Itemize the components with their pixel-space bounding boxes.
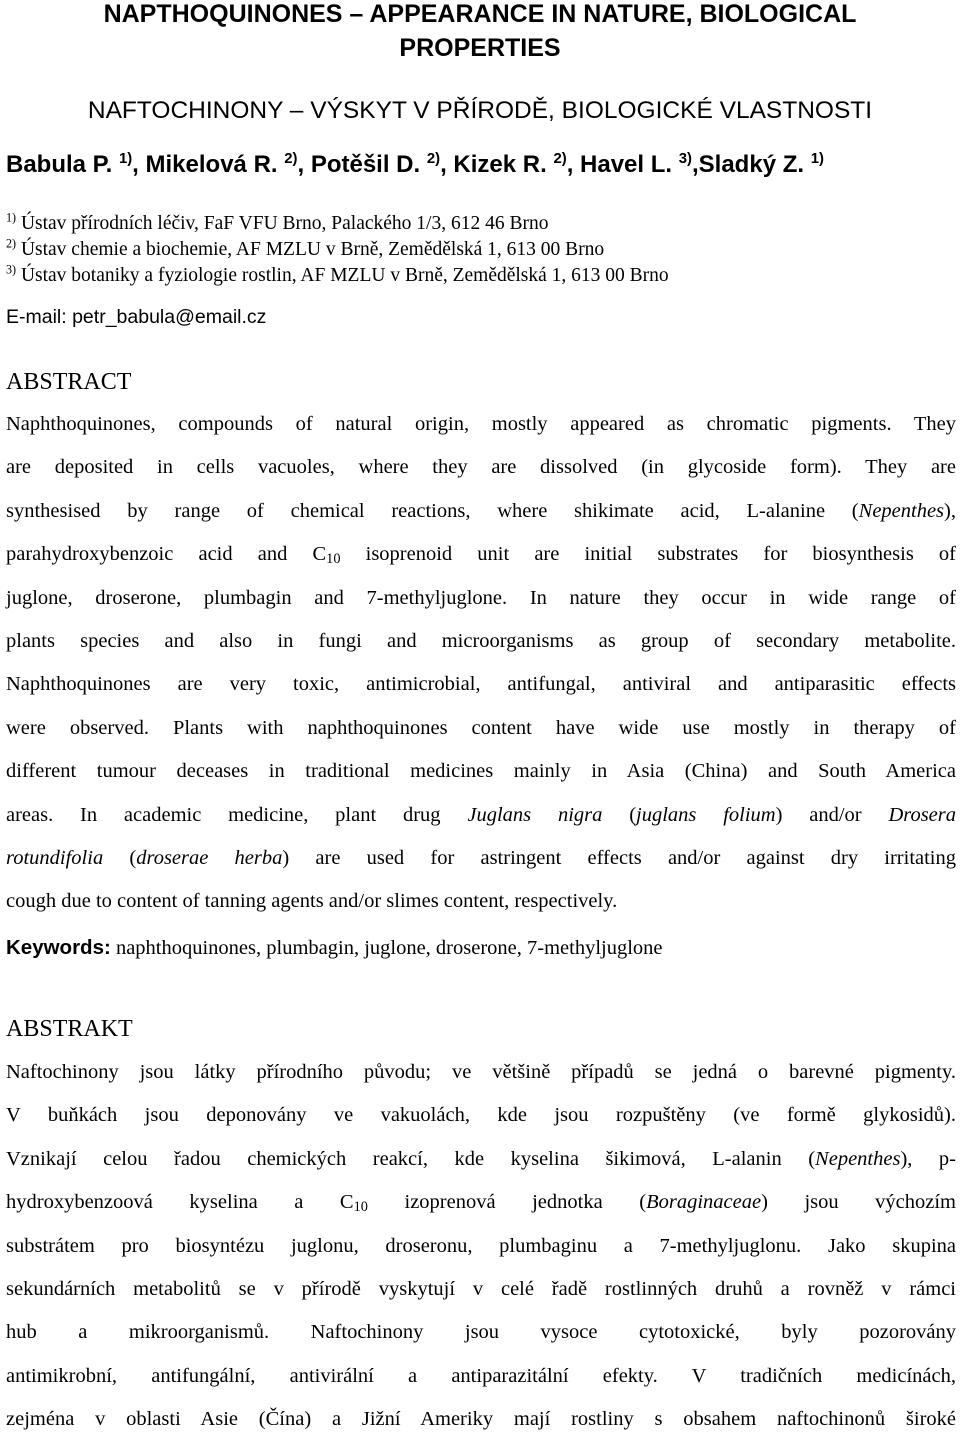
author-separator: , bbox=[440, 151, 454, 178]
affiliation-2 bbox=[6, 236, 605, 261]
author-separator: , bbox=[297, 151, 311, 178]
title-line-2: PROPERTIES bbox=[399, 34, 561, 62]
abstract-line: Naphthoquinones, compounds of natural origin, mostly appeared as chromatic pigments. They bbox=[6, 413, 956, 435]
author-separator: , bbox=[566, 151, 581, 178]
subscript: 10 bbox=[353, 1199, 368, 1216]
italic-term: Drosera bbox=[888, 803, 957, 826]
subscript: 10 bbox=[326, 551, 341, 568]
author-name: Sladký Z. bbox=[698, 151, 811, 178]
abstract-line: different tumour deceases in traditional medicines mainly in Asia (China) and South America bbox=[6, 760, 956, 783]
italic-term: rotundifolia bbox=[6, 847, 104, 869]
affiliation-1 bbox=[6, 210, 549, 235]
italic-term: droserae herba bbox=[136, 847, 283, 869]
author-name: Havel L. bbox=[580, 151, 679, 178]
author-affiliation-marker: 3) bbox=[678, 151, 692, 167]
abstrakt-line: sekundárních metabolitů se v přírodě vyskytují v celé řadě rostlinných druhů a rovněž v rámci bbox=[6, 1278, 956, 1300]
author-affiliation-marker: 2) bbox=[553, 151, 567, 167]
author-affiliation-marker: 2) bbox=[426, 151, 441, 167]
czech-title: NAFTOCHINONY – VÝSKYT V PŘÍRODĚ, BIOLOGICKÉ VLASTNOSTI bbox=[87, 97, 873, 124]
abstract-line: parahydroxybenzoic acid and $C_{10}$ isoprenoid unit are initial substrates for biosynthesis of bbox=[6, 543, 957, 568]
author-name: Kizek R. bbox=[453, 151, 554, 178]
abstract-line: cough due to content of tanning agents and/or slimes content, respectively. bbox=[6, 890, 618, 913]
author-name: Potěšil D. bbox=[310, 151, 427, 178]
abstrakt-line: hub a mikroorganismů. Naftochinony jsou vysoce cytotoxické, byly pozorovány bbox=[6, 1321, 956, 1344]
abstract-line: Naphthoquinones are very toxic, antimicrobial, antifungal, antiviral and antiparasitic effects bbox=[6, 673, 956, 696]
author-affiliation-marker: 1) bbox=[810, 151, 824, 167]
abstract-line: juglone, droserone, plumbagin and 7-methyljuglone. In nature they occur in wide range of bbox=[6, 586, 956, 609]
abstract-line: plants species and also in fungi and microorganisms as group of secondary metabolite. bbox=[6, 630, 956, 652]
abstrakt-line: V buňkách jsou deponovány ve vakuolách, kde jsou rozpuštěny (ve formě glykosidů). bbox=[6, 1104, 956, 1127]
abstract-line: were observed. Plants with naphthoquinones content have wide use mostly in therapy of bbox=[6, 716, 956, 739]
abstrakt-line: antimikrobní, antifungální, antivirální a antiparazitální efekty. V tradičních medicínách, bbox=[6, 1364, 956, 1387]
affiliation-1-marker: 1) bbox=[6, 210, 17, 225]
title-line-1: NAPTHOQUINONES – APPEARANCE IN NATURE, BIOLOGICAL bbox=[103, 0, 857, 28]
keywords-label: Keywords: bbox=[6, 936, 111, 959]
abstract-heading: ABSTRACT bbox=[6, 369, 132, 395]
italic-term: Juglans nigra bbox=[467, 803, 603, 826]
keywords bbox=[6, 936, 663, 960]
author-list bbox=[6, 151, 824, 179]
affiliation-2-marker: 2) bbox=[6, 236, 17, 251]
abstrakt-line: Vznikají celou řadou chemických reakcí, kde kyselina šikimová, L-alanin (Nepenthes), p- bbox=[6, 1147, 957, 1170]
keywords-list: naphthoquinones, plumbagin, juglone, droserone, 7-methyljuglone bbox=[110, 937, 663, 959]
abstract-line: are deposited in cells vacuoles, where they are dissolved (in glycoside form). They are bbox=[6, 456, 956, 479]
abstract-line: rotundifolia (droserae herba) are used for astringent effects and/or against dry irritating bbox=[6, 847, 957, 869]
italic-term: juglans folium bbox=[636, 803, 776, 826]
italic-term: Nepenthes bbox=[815, 1147, 901, 1170]
abstract-line: synthesised by range of chemical reactions, where shikimate acid, L-alanine (Nepenthes), bbox=[6, 499, 956, 522]
author-name: Mikelová R. bbox=[145, 151, 285, 178]
author-separator: , bbox=[132, 151, 146, 178]
author-name: Babula P. bbox=[6, 151, 119, 178]
affiliation-3 bbox=[6, 262, 669, 287]
abstrakt-line: hydroxybenzoová kyselina a $C_{10}$ izoprenová jednotka (Boraginaceae) jsou výchozím bbox=[6, 1191, 957, 1216]
abstrakt-line: zejména v oblasti Asie (Čína) a Jižní Ameriky mají rostliny s obsahem naftochinonů široké bbox=[6, 1408, 956, 1431]
affiliation-3-marker: 3) bbox=[6, 262, 17, 277]
abstrakt-line: substrátem pro biosyntézu juglonu, droseronu, plumbaginu a 7-methyljuglonu. Jako skupina bbox=[6, 1234, 956, 1257]
affiliation-1-text: Ústav přírodních léčiv, FaF VFU Brno, Palackého 1/3, 612 46 Brno bbox=[20, 213, 549, 234]
italic-term: Nepenthes bbox=[858, 499, 945, 522]
abstrakt-line: Naftochinony jsou látky přírodního původu; ve většině případů se jedná o barevné pigmenty. bbox=[6, 1061, 956, 1083]
italic-term: Boraginaceae bbox=[646, 1191, 762, 1214]
affiliation-2-text: Ústav chemie a biochemie, AF MZLU v Brně, Zemědělská 1, 613 00 Brno bbox=[20, 239, 605, 260]
author-affiliation-marker: 2) bbox=[284, 151, 298, 167]
abstrakt-heading: ABSTRAKT bbox=[6, 1016, 133, 1042]
contact-email: E-mail: petr_babula@email.cz bbox=[6, 306, 267, 328]
author-affiliation-marker: 1) bbox=[118, 151, 133, 167]
author-separator: , bbox=[691, 151, 699, 178]
affiliation-3-text: Ústav botaniky a fyziologie rostlin, AF MZLU v Brně, Zemědělská 1, 613 00 Brno bbox=[20, 265, 669, 286]
abstract-line: areas. In academic medicine, plant drug Juglans nigra (juglans folium) and/or Drosera bbox=[6, 803, 957, 826]
